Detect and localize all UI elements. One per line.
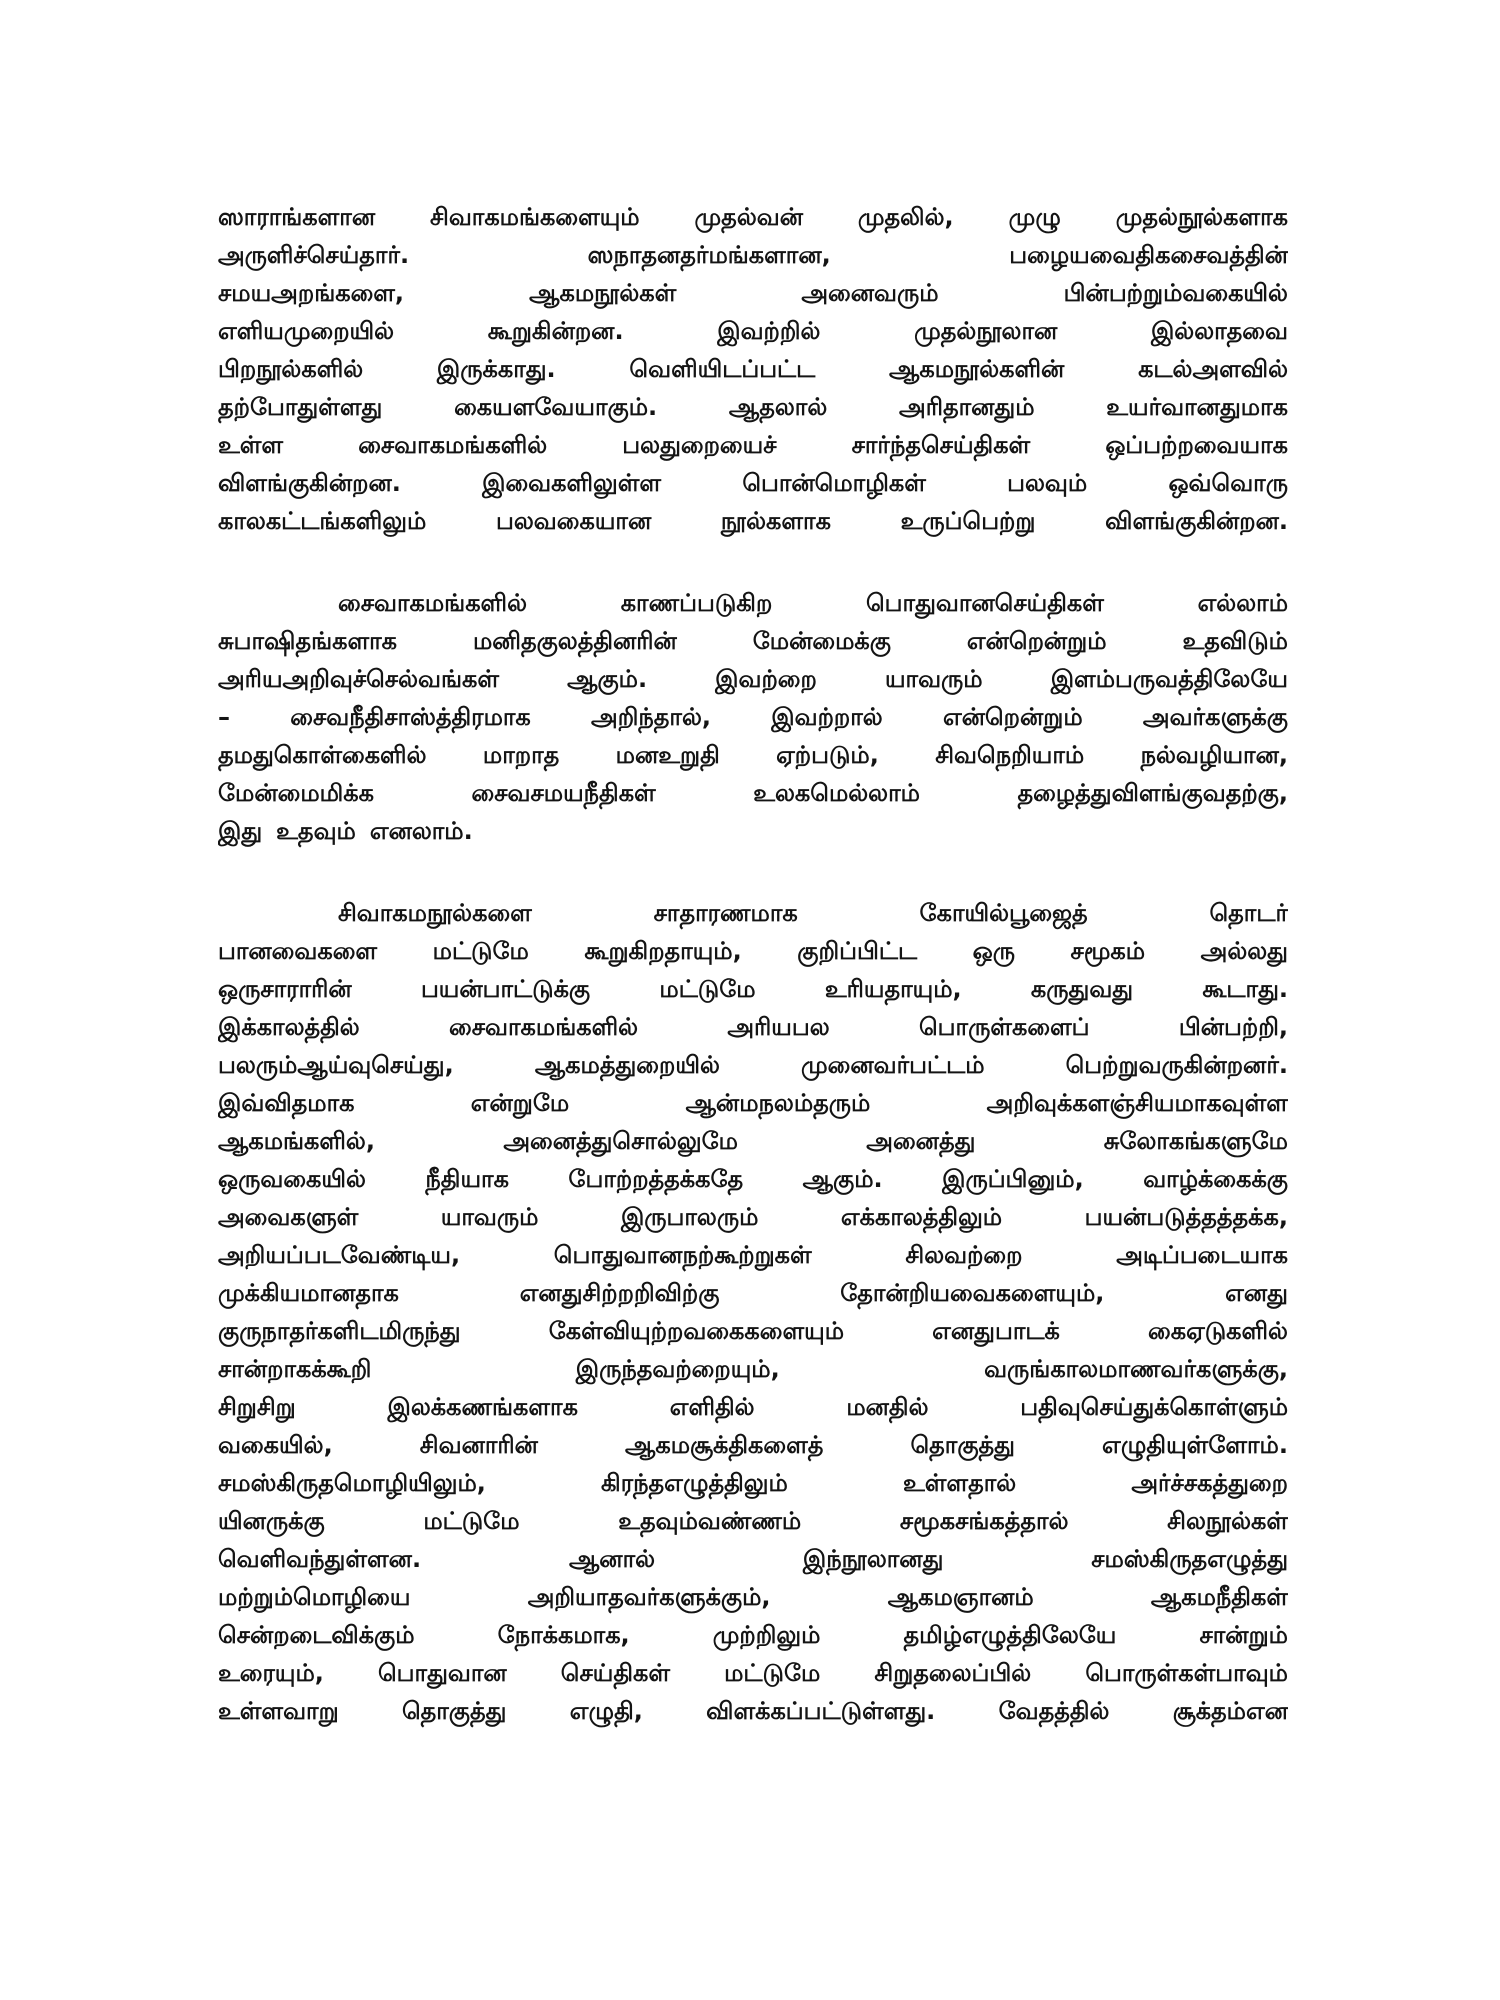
text-line <box>218 502 1288 540</box>
word: இந்நூலானது <box>802 1545 944 1573</box>
text-line <box>218 426 1288 464</box>
word: எனதுசிற்றறிவிற்கு <box>519 1279 720 1307</box>
word: ஆதலால் <box>728 393 828 421</box>
word: வகையில், <box>218 1431 333 1459</box>
word: அர்ச்சகத்துறை <box>1131 1469 1288 1497</box>
word: ஆகமஞானம் <box>887 1583 1034 1611</box>
paragraph <box>218 894 1288 1730</box>
word: ஸாராங்களான <box>218 203 376 231</box>
word: சமஸ்கிருதஎழுத்து <box>1091 1545 1288 1573</box>
word: சிவநெறியாம் <box>935 741 1085 769</box>
word: காலகட்டங்களிலும் <box>218 507 427 535</box>
word: சுலோகங்களுமே <box>1103 1127 1288 1155</box>
text-line <box>218 388 1288 426</box>
word: என்றுமே <box>470 1089 570 1117</box>
word: கூறுகிறதாயும், <box>584 937 742 965</box>
text-line <box>218 584 1288 622</box>
word: உள்ளவாறு <box>218 1697 339 1725</box>
word: இவ்விதமாக <box>218 1089 355 1117</box>
word: முதல்நூலான <box>914 317 1058 345</box>
word: உதவும்வண்ணம் <box>618 1507 802 1535</box>
word: எனது <box>1225 1279 1288 1307</box>
word: நூல்களாக <box>720 507 831 535</box>
word: மேன்மைமிக்க <box>218 779 374 807</box>
word: மனிதகுலத்தினரின் <box>472 627 677 655</box>
word: விளக்கப்பட்டுள்ளது. <box>706 1697 936 1725</box>
word: குருநாதர்களிடமிருந்து <box>218 1317 461 1345</box>
word: யாவரும் <box>884 665 983 693</box>
word: கருதுவது <box>1030 975 1134 1003</box>
word: ஆகமங்களில், <box>218 1127 375 1155</box>
text-line <box>218 970 1288 1008</box>
word: சைவசமயநீதிகள் <box>471 779 656 807</box>
word: செய்திகள் <box>560 1659 670 1687</box>
word: வேதத்தில் <box>998 1697 1110 1725</box>
word: ஆகமத்துறையில் <box>534 1051 720 1079</box>
word: அரிதானதும் <box>899 393 1035 421</box>
word: அறிவுக்களஞ்சியமாகவுள்ள <box>986 1089 1288 1117</box>
word: சென்றடைவிக்கும் <box>218 1621 415 1649</box>
text-line <box>218 1464 1288 1502</box>
word: ஆகமநூல்களின் <box>889 355 1065 383</box>
word: நீதியாக <box>425 1165 509 1193</box>
word: முக்கியமானதாக <box>218 1279 399 1307</box>
word: அனைவரும் <box>801 279 939 307</box>
word: எளியமுறையில் <box>218 317 395 345</box>
word: இவற்றில் <box>717 317 821 345</box>
word: சாதாரணமாக <box>653 899 798 927</box>
text-line <box>218 1540 1288 1578</box>
word: விளங்குகின்றன. <box>218 469 401 497</box>
word: வருங்காலமாணவர்களுக்கு, <box>984 1355 1288 1383</box>
text-line <box>218 1160 1288 1198</box>
word: நோக்கமாக, <box>497 1621 630 1649</box>
word: பலதுறையைச் <box>622 431 777 459</box>
word: உயர்வானதுமாக <box>1106 393 1288 421</box>
word: சிலவற்றை <box>905 1241 1023 1269</box>
paragraph <box>218 584 1288 850</box>
word: சைவாகமங்களில் <box>449 1013 639 1041</box>
word: சிறுதலைப்பில் <box>874 1659 1032 1687</box>
word: பொருள்களைப் <box>918 1013 1090 1041</box>
word: ஒவ்வொரு <box>1168 469 1288 497</box>
word: அவைகளுள் <box>218 1203 359 1231</box>
text-line <box>218 1692 1288 1730</box>
word: இவற்றால் <box>771 703 883 731</box>
word: வெளியிடப்பட்ட <box>629 355 816 383</box>
word: மனஉறுதி <box>615 741 720 769</box>
word: தமதுகொள்கைளில் <box>218 741 427 769</box>
text-line <box>218 236 1288 274</box>
word: முற்றிலும் <box>712 1621 821 1649</box>
word: ஒப்பற்றவையாக <box>1105 431 1288 459</box>
text-line <box>218 1312 1288 1350</box>
word: அடிப்படையாக <box>1116 1241 1288 1269</box>
text-line <box>218 1046 1288 1084</box>
word: நல்வழியான, <box>1140 741 1288 769</box>
text-line <box>218 1084 1288 1122</box>
word: சான்றும் <box>1199 1621 1288 1649</box>
text-line <box>218 1388 1288 1426</box>
word: மாறாத <box>482 741 560 769</box>
word: பின்பற்றும்வகையில் <box>1063 279 1288 307</box>
word: ஒரு <box>972 937 1015 965</box>
word: உதவிடும் <box>1182 627 1288 655</box>
text-line <box>218 698 1288 736</box>
word: சமயஅறங்களை, <box>218 279 405 307</box>
word: எனதுபாடக் <box>932 1317 1060 1345</box>
text-line <box>218 1274 1288 1312</box>
word: பலவும் <box>1007 469 1088 497</box>
word: கடல்அளவில் <box>1138 355 1288 383</box>
word: விளங்குகின்றன. <box>1105 507 1288 535</box>
word: ஆன்மநலம்தரும் <box>685 1089 871 1117</box>
text-line <box>218 350 1288 388</box>
word: முதலில், <box>857 203 954 231</box>
text-line <box>218 1122 1288 1160</box>
word: சிலநூல்கள் <box>1167 1507 1288 1535</box>
word: இருப்பினும், <box>942 1165 1084 1193</box>
word: சிறுசிறு <box>218 1393 296 1421</box>
text-line <box>218 312 1288 350</box>
word: இல்லாதவை <box>1150 317 1288 345</box>
word: முனைவர்பட்டம் <box>801 1051 985 1079</box>
word: இலக்கணங்களாக <box>387 1393 578 1421</box>
text-line <box>218 1008 1288 1046</box>
word: வாழ்க்கைக்கு <box>1143 1165 1288 1193</box>
word: பொருள்கள்பாவும் <box>1085 1659 1288 1687</box>
word: பானவைகளை <box>218 937 378 965</box>
word: காணப்படுகிற <box>620 589 773 617</box>
word: கிரந்தஎழுத்திலும் <box>601 1469 788 1497</box>
word: பலரும்ஆய்வுசெய்து, <box>218 1051 454 1079</box>
word: மட்டுமே <box>432 937 529 965</box>
word: இக்காலத்தில் <box>218 1013 360 1041</box>
word: இவற்றை <box>715 665 817 693</box>
word: சிவாகமநூல்களை <box>338 899 532 927</box>
word: பயன்படுத்தத்தக்க, <box>1084 1203 1288 1231</box>
word: சமஸ்கிருதமொழியிலும், <box>218 1469 486 1497</box>
word: கூறுகின்றன. <box>487 317 624 345</box>
word: ஆனால் <box>568 1545 656 1573</box>
word: பதிவுசெய்துக்கொள்ளும் <box>1020 1393 1288 1421</box>
word: சார்ந்தசெய்திகள் <box>851 431 1031 459</box>
word: ஒருவகையில் <box>218 1165 366 1193</box>
word: எழுதி, <box>569 1697 643 1725</box>
word: இளம்பருவத்திலேயே <box>1050 665 1288 693</box>
word: சைவநீதிசாஸ்த்திரமாக <box>290 703 531 731</box>
word: ஆகும். <box>802 1165 883 1193</box>
word: இது <box>218 817 263 845</box>
word: ஆகமசூக்திகளைத் <box>625 1431 824 1459</box>
body-text <box>218 198 1288 1730</box>
word: பொன்மொழிகள் <box>742 469 926 497</box>
word: அருளிச்செய்தார். <box>218 241 410 269</box>
word: பெற்றுவருகின்றனர். <box>1065 1051 1288 1079</box>
word: பின்பற்றி, <box>1178 1013 1288 1041</box>
text-line <box>218 274 1288 312</box>
word: சிவனாரின் <box>419 1431 538 1459</box>
word: வெளிவந்துள்ளன. <box>218 1545 422 1573</box>
word: இவைகளிலுள்ள <box>482 469 662 497</box>
text-line <box>218 1426 1288 1464</box>
word: ஒருசாராரின் <box>218 975 352 1003</box>
word: சுபாஷிதங்களாக <box>218 627 397 655</box>
text-line <box>218 198 1288 236</box>
word: யினருக்கு <box>218 1507 325 1535</box>
paragraph <box>218 198 1288 540</box>
word: சான்றாகக்கூறி <box>218 1355 372 1383</box>
word: எல்லாம் <box>1197 589 1288 617</box>
word: மட்டுமே <box>659 975 756 1003</box>
word: மனதில் <box>846 1393 929 1421</box>
word: பொதுவானநற்கூற்றுகள் <box>553 1241 812 1269</box>
text-line <box>218 622 1288 660</box>
word: தொகுத்து <box>401 1697 507 1725</box>
word: எக்காலத்திலும் <box>840 1203 1003 1231</box>
text-line <box>218 660 1288 698</box>
word: தற்போதுள்ளது <box>218 393 383 421</box>
word: சமூகசங்கத்தால் <box>899 1507 1069 1535</box>
word: உலகமெல்லாம் <box>753 779 920 807</box>
word: உதவும் <box>276 817 356 845</box>
text-line <box>218 736 1288 774</box>
word: மற்றும்மொழியை <box>218 1583 411 1611</box>
word: கேள்வியுற்றவகைகளையும் <box>548 1317 845 1345</box>
word: என்றென்றும் <box>966 627 1107 655</box>
word: அரியபல <box>727 1013 830 1041</box>
word: ஆகும். <box>567 665 648 693</box>
word: அனைத்துசொல்லுமே <box>503 1127 738 1155</box>
word: உரையும், <box>218 1659 324 1687</box>
word: எனலாம். <box>369 817 473 845</box>
word: சைவாகமங்களில் <box>338 589 527 617</box>
word: முதல்வன் <box>694 203 803 231</box>
word: அறியாதவர்களுக்கும், <box>527 1583 771 1611</box>
word: கூடாது. <box>1202 975 1288 1003</box>
text-line <box>218 1350 1288 1388</box>
word: உள்ள <box>218 431 284 459</box>
word: அவர்களுக்கு <box>1142 703 1288 731</box>
text-line <box>218 894 1288 932</box>
word: இருந்தவற்றையும், <box>575 1355 780 1383</box>
word: – <box>218 703 230 731</box>
word: உரியதாயும், <box>824 975 962 1003</box>
word: சமூகம் <box>1070 937 1146 965</box>
word: ஸநாதனதர்மங்களான, <box>587 241 831 269</box>
text-line <box>218 1198 1288 1236</box>
word: அறியப்படவேண்டிய, <box>218 1241 461 1269</box>
word: சிவாகமங்களையும் <box>430 203 640 231</box>
text-line <box>218 1236 1288 1274</box>
word: என்றென்றும் <box>942 703 1083 731</box>
word: தமிழ்எழுத்திலேயே <box>903 1621 1117 1649</box>
word: சூக்தம்என <box>1172 1697 1288 1725</box>
word: அல்லது <box>1200 937 1288 965</box>
word: தோன்றியவைகளையும், <box>840 1279 1105 1307</box>
word: பிறநூல்களில் <box>218 355 364 383</box>
word: கோயில்பூஜைத் <box>919 899 1088 927</box>
text-line <box>218 1616 1288 1654</box>
word: ஆகமநீதிகள் <box>1150 1583 1288 1611</box>
word: தொடர் <box>1209 899 1288 927</box>
word: அறிந்தால், <box>591 703 711 731</box>
word: சைவாகமங்களில் <box>358 431 548 459</box>
word: பயன்பாட்டுக்கு <box>420 975 591 1003</box>
word: மட்டுமே <box>724 1659 821 1687</box>
word: பழையவைதிகசைவத்தின் <box>1009 241 1288 269</box>
text-line <box>218 464 1288 502</box>
word: பொதுவானசெய்திகள் <box>865 589 1104 617</box>
word: எளிதில் <box>669 1393 755 1421</box>
text-line <box>218 1654 1288 1692</box>
text-line <box>218 812 1288 850</box>
word: போற்றத்தக்கதே <box>568 1165 744 1193</box>
word: தொகுத்து <box>910 1431 1015 1459</box>
text-line <box>218 932 1288 970</box>
word: இருபாலரும் <box>620 1203 759 1231</box>
word: பலவகையான <box>496 507 652 535</box>
word: குறிப்பிட்ட <box>797 937 918 965</box>
word: யாவரும் <box>440 1203 539 1231</box>
word: மட்டுமே <box>423 1507 520 1535</box>
word: மேன்மைக்கு <box>752 627 891 655</box>
word: முழு <box>1008 203 1061 231</box>
word: இருக்காது. <box>436 355 556 383</box>
word: கைஏடுகளில் <box>1148 1317 1288 1345</box>
word: ஆகமநூல்கள் <box>529 279 677 307</box>
word: அரியஅறிவுச்செல்வங்கள் <box>218 665 499 693</box>
text-line <box>218 1502 1288 1540</box>
word: ஏற்படும், <box>776 741 879 769</box>
word: பொதுவான <box>378 1659 507 1687</box>
word: கையளவேயாகும். <box>454 393 658 421</box>
text-line <box>218 774 1288 812</box>
word: உருப்பெற்று <box>900 507 1036 535</box>
text-line <box>218 1578 1288 1616</box>
word: தழைத்துவிளங்குவதற்கு, <box>1017 779 1288 807</box>
word: அனைத்து <box>866 1127 976 1155</box>
word: உள்ளதால் <box>902 1469 1017 1497</box>
word: முதல்நூல்களாக <box>1115 203 1288 231</box>
word: எழுதியுள்ளோம். <box>1102 1431 1288 1459</box>
